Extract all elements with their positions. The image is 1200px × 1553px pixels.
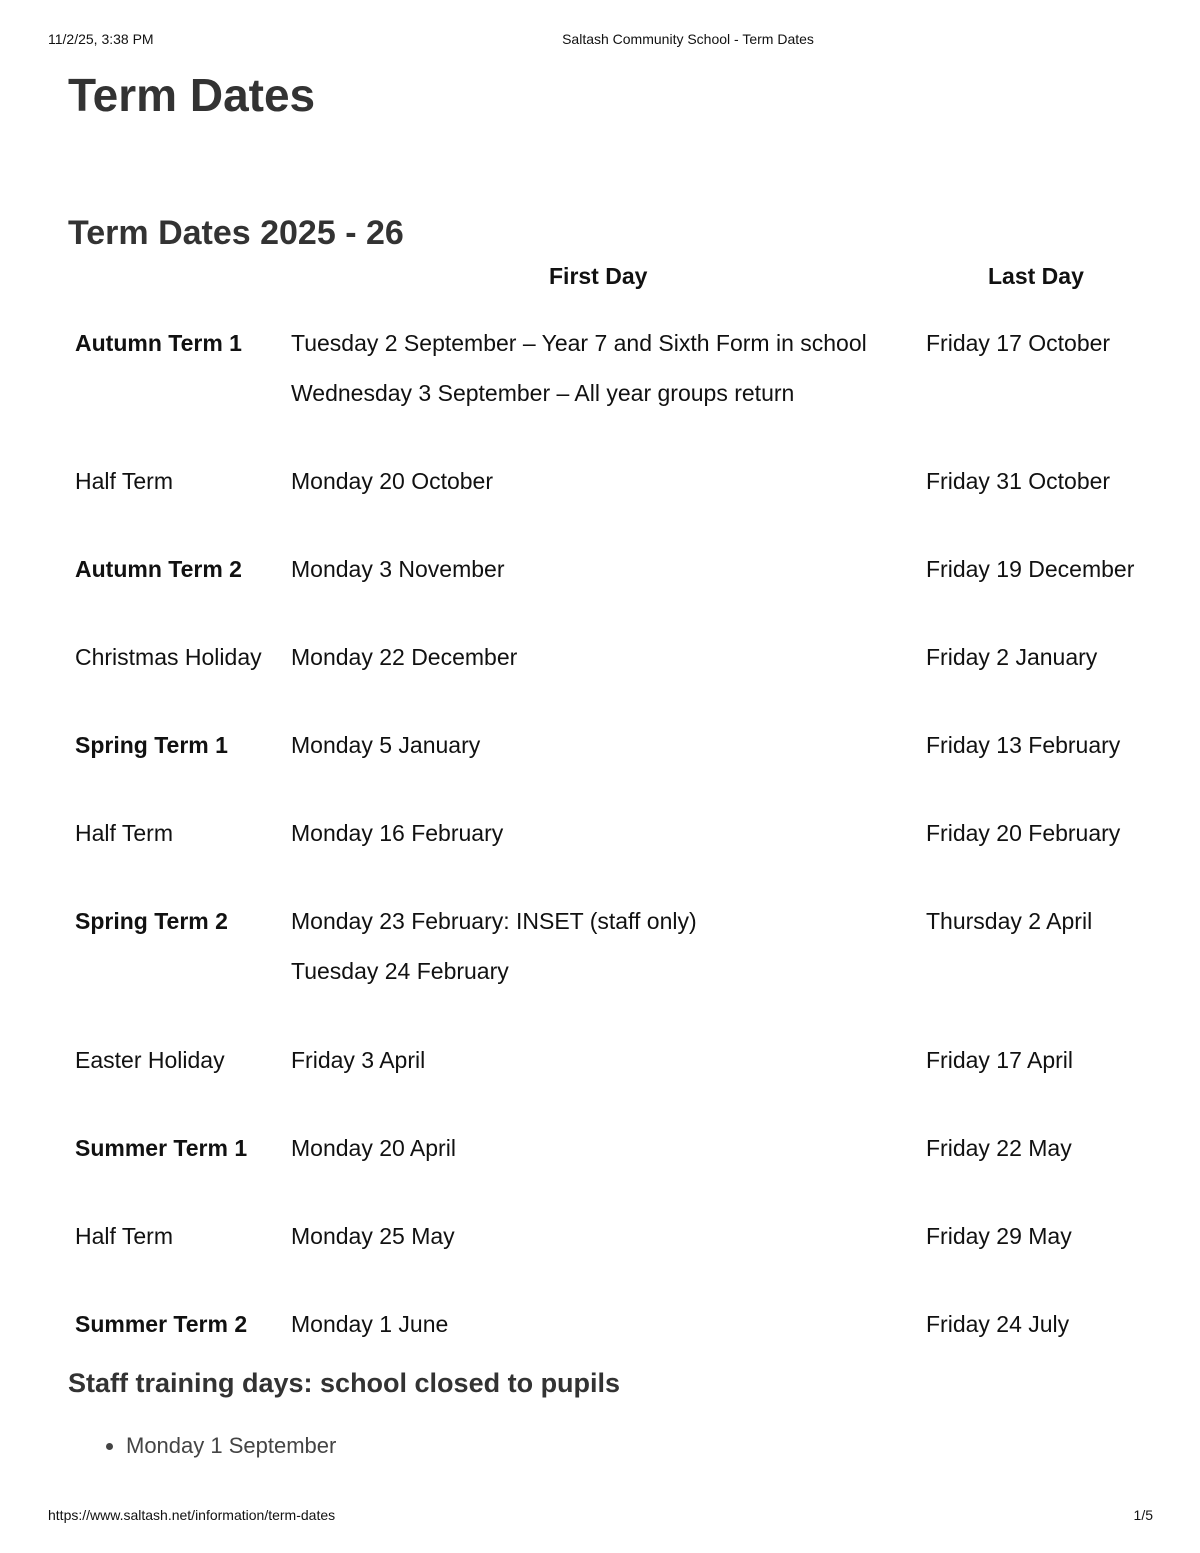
term-name: Summer Term 2 [75, 1311, 248, 1337]
first-day-text: Monday 5 January [291, 732, 481, 758]
print-footer-url: https://www.saltash.net/information/term-dates [48, 1507, 336, 1523]
first-day-text: Tuesday 24 February [291, 958, 509, 984]
first-day-cell [291, 820, 503, 870]
first-day-text: Monday 23 February: INSET (staff only) [291, 908, 697, 934]
first-day-text: Monday 20 October [291, 468, 494, 494]
first-day-text: Monday 22 December [291, 644, 518, 670]
first-day-cell [291, 644, 517, 694]
last-day-cell: Friday 20 February [926, 820, 1121, 846]
column-header-last-day: Last Day [988, 263, 1084, 289]
first-day-cell [291, 1311, 448, 1361]
first-day-text: Wednesday 3 September – All year groups return [291, 380, 795, 406]
term-name: Summer Term 1 [75, 1135, 248, 1161]
last-day-cell: Friday 29 May [926, 1223, 1072, 1249]
first-day-cell [291, 330, 867, 430]
first-day-text: Monday 3 November [291, 556, 505, 582]
term-name: Spring Term 2 [75, 908, 228, 934]
training-days-heading: Staff training days: school closed to pupils [68, 1368, 621, 1398]
last-day-cell: Friday 24 July [926, 1311, 1070, 1337]
first-day-text: Friday 3 April [291, 1047, 426, 1073]
first-day-cell [291, 908, 697, 1008]
section-title: Term Dates 2025 - 26 [68, 214, 404, 252]
first-day-cell [291, 1135, 456, 1185]
training-days-list [68, 1433, 336, 1459]
print-header-datetime: 11/2/25, 3:38 PM [48, 31, 154, 47]
first-day-cell [291, 732, 480, 782]
last-day-cell: Friday 13 February [926, 732, 1121, 758]
last-day-cell: Friday 17 October [926, 330, 1111, 356]
last-day-cell: Friday 22 May [926, 1135, 1072, 1161]
list-item: • Monday 1 September [126, 1433, 336, 1459]
first-day-text: Monday 20 April [291, 1135, 456, 1161]
term-name: Spring Term 1 [75, 732, 228, 758]
term-name: Autumn Term 1 [75, 330, 242, 356]
last-day-cell: Friday 31 October [926, 468, 1111, 494]
print-header-title: Saltash Community School - Term Dates [562, 31, 814, 47]
first-day-cell [291, 556, 505, 606]
term-name: Christmas Holiday [75, 644, 262, 670]
first-day-cell [291, 1047, 425, 1097]
term-name: Half Term [75, 1223, 173, 1249]
first-day-text: Tuesday 2 September – Year 7 and Sixth Form in school [291, 330, 867, 356]
first-day-cell [291, 468, 493, 518]
term-name: Half Term [75, 468, 173, 494]
column-header-first-day: First Day [549, 263, 648, 289]
last-day-cell: Friday 17 April [926, 1047, 1074, 1073]
first-day-text: Monday 16 February [291, 820, 504, 846]
term-name: Half Term [75, 820, 173, 846]
page-title: Term Dates [68, 69, 316, 121]
first-day-text: Monday 1 June [291, 1311, 449, 1337]
term-name: Easter Holiday [75, 1047, 225, 1073]
last-day-cell: Thursday 2 April [926, 908, 1093, 934]
first-day-text: Monday 25 May [291, 1223, 455, 1249]
last-day-cell: Friday 2 January [926, 644, 1098, 670]
term-name: Autumn Term 2 [75, 556, 242, 582]
last-day-cell: Friday 19 December [926, 556, 1135, 582]
first-day-cell [291, 1223, 455, 1273]
print-footer-page-number: 1/5 [1133, 1507, 1153, 1523]
